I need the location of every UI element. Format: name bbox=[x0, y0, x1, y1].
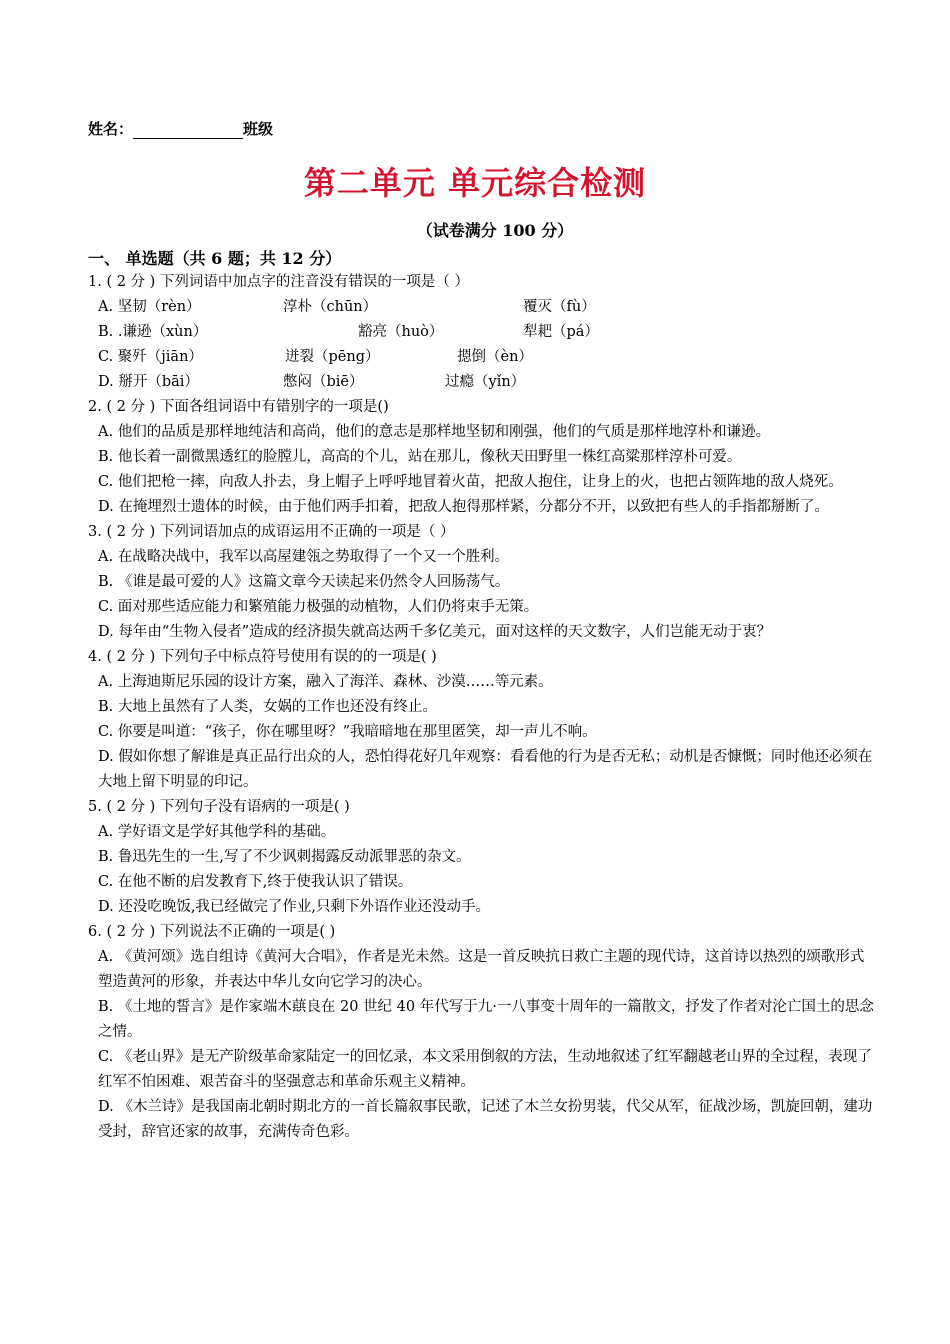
q1-d-3: 过瘾（yǐn） bbox=[445, 374, 526, 390]
question-2-stem: 2. ( 2 分 ) 下面各组词语中有错别字的一项是() bbox=[88, 399, 389, 415]
q6-option-d: D. 《木兰诗》是我国南北朝时期北方的一首长篇叙事民歌，记述了木兰女扮男装，代父从军，征战沙场，凯旋回朝，建功受封，辞官还家的故事，充满传奇色彩。 bbox=[98, 1099, 873, 1140]
q1-b-2: 豁亮（huò） bbox=[358, 324, 444, 340]
q1-c-1: C. 聚歼（jiān） bbox=[98, 349, 203, 365]
q4-option-a: A. 上海迪斯尼乐园的设计方案，融入了海洋、森林、沙漠……等元素。 bbox=[98, 674, 553, 690]
q6-option-c: C. 《老山界》是无产阶级革命家陆定一的回忆录，本文采用倒叙的方法，生动地叙述了红军翻越老山界的全过程，表现了红军不怕困难、艰苦奋斗的坚强意志和革命乐观主义精神。 bbox=[98, 1049, 872, 1090]
q2-option-d: D. 在掩埋烈士遗体的时候，由于他们两手扣着，把敌人抱得那样紧，分都分不开，以致把有些人的手指都掰断了。 bbox=[98, 499, 829, 515]
name-blank[interactable] bbox=[133, 124, 243, 139]
q4-option-d: D. 假如你想了解谁是真正品行出众的人，恐怕得花好几年观察：看看他的行为是否无私；动机是否慷慨；同时他还必须在大地上留下明显的印记。 bbox=[98, 749, 873, 790]
q1-option-b bbox=[88, 320, 878, 345]
q6-option-b: B. 《土地的誓言》是作家端木蕻良在 20 世纪 40 年代写于九·一八事变十周年的一篇散文，抒发了作者对沦亡国土的思念之情。 bbox=[98, 999, 874, 1040]
page-title: 第二单元 单元综合检测 bbox=[303, 164, 647, 202]
q1-a-1: A. 坚韧（rèn） bbox=[98, 299, 201, 315]
q1-c-3: 摁倒（èn） bbox=[457, 349, 533, 365]
question-5-stem: 5. ( 2 分 ) 下列句子没有语病的一项是( ) bbox=[88, 799, 350, 815]
question-4-stem: 4. ( 2 分 ) 下列句子中标点符号使用有误的的一项是( ) bbox=[88, 649, 437, 665]
q1-c-2: 迸裂（pēng） bbox=[285, 349, 380, 365]
q1-option-a bbox=[88, 295, 878, 320]
q5-option-d: D. 还没吃晚饭,我已经做完了作业,只剩下外语作业还没动手。 bbox=[98, 899, 491, 915]
q3-option-b: B. 《谁是最可爱的人》这篇文章今天读起来仍然令人回肠荡气。 bbox=[98, 574, 510, 590]
q5-option-a: A. 学好语文是学好其他学科的基础。 bbox=[98, 824, 336, 840]
q1-option-d bbox=[88, 370, 878, 395]
q3-option-c: C. 面对那些适应能力和繁殖能力极强的动植物，人们仍将束手无策。 bbox=[98, 599, 539, 615]
q1-a-3: 覆灭（fù） bbox=[523, 299, 596, 315]
q4-option-c: C. 你要是叫道：“孩子，你在哪里呀？”我暗暗地在那里匿笑，却一声儿不响。 bbox=[98, 724, 597, 740]
q6-option-a: A. 《黄河颂》选自组诗《黄河大合唱》，作者是光未然。这是一首反映抗日救亡主题的现代诗，这首诗以热烈的颂歌形式塑造黄河的形象，并表达中华儿女向它学习的决心。 bbox=[98, 949, 865, 990]
q3-option-a: A. 在战略决战中，我军以高屋建瓴之势取得了一个又一个胜利。 bbox=[98, 549, 510, 565]
questions-content bbox=[88, 270, 878, 1145]
q2-option-b: B. 他长着一副微黑透红的脸膛儿，高高的个儿，站在那儿，像秋天田野里一株红高粱那样淳朴可爱。 bbox=[98, 449, 742, 465]
name-class-line bbox=[88, 118, 273, 139]
section-heading: 一、 单选题（共 6 题；共 12 分） bbox=[88, 249, 342, 268]
q1-d-1: D. 掰开（bāi） bbox=[98, 374, 199, 390]
name-label: 姓名： bbox=[88, 120, 134, 138]
q1-option-c bbox=[88, 345, 878, 370]
q1-d-2: 憋闷（biē） bbox=[283, 374, 364, 390]
q3-option-d: D. 每年由“生物入侵者”造成的经济损失就高达两千多亿美元，面对这样的天文数字，人们岂能无动于衷？ bbox=[98, 624, 772, 640]
question-3-stem: 3. ( 2 分 ) 下列词语加点的成语运用不正确的一项是（ ） bbox=[88, 524, 455, 540]
question-6-stem: 6. ( 2 分 ) 下列说法不正确的一项是( ) bbox=[88, 924, 336, 940]
q5-option-b: B. 鲁迅先生的一生,写了不少讽刺揭露反动派罪恶的杂文。 bbox=[98, 849, 471, 865]
q2-option-c: C. 他们把枪一摔，向敌人扑去，身上帽子上呼呼地冒着火苗，把敌人抱住，让身上的火，也把占领阵地的敌人烧死。 bbox=[98, 474, 843, 490]
question-1-stem: 1. ( 2 分 ) 下列词语中加点字的注音没有错误的一项是（ ） bbox=[88, 274, 470, 290]
class-label: 班级 bbox=[243, 120, 274, 138]
q5-option-c: C. 在他不断的启发教育下,终于使我认识了错误。 bbox=[98, 874, 413, 890]
page-subtitle: （试卷满分 100 分） bbox=[416, 221, 574, 240]
q1-b-1: B. .谦逊（xùn） bbox=[98, 324, 208, 340]
q4-option-b: B. 大地上虽然有了人类，女娲的工作也还没有终止。 bbox=[98, 699, 437, 715]
q1-a-2: 淳朴（chūn） bbox=[283, 299, 378, 315]
q1-b-3: 犁耙（pá） bbox=[523, 324, 599, 340]
q2-option-a: A. 他们的品质是那样地纯洁和高尚，他们的意志是那样地坚韧和刚强，他们的气质是那样地淳朴和谦逊。 bbox=[98, 424, 771, 440]
